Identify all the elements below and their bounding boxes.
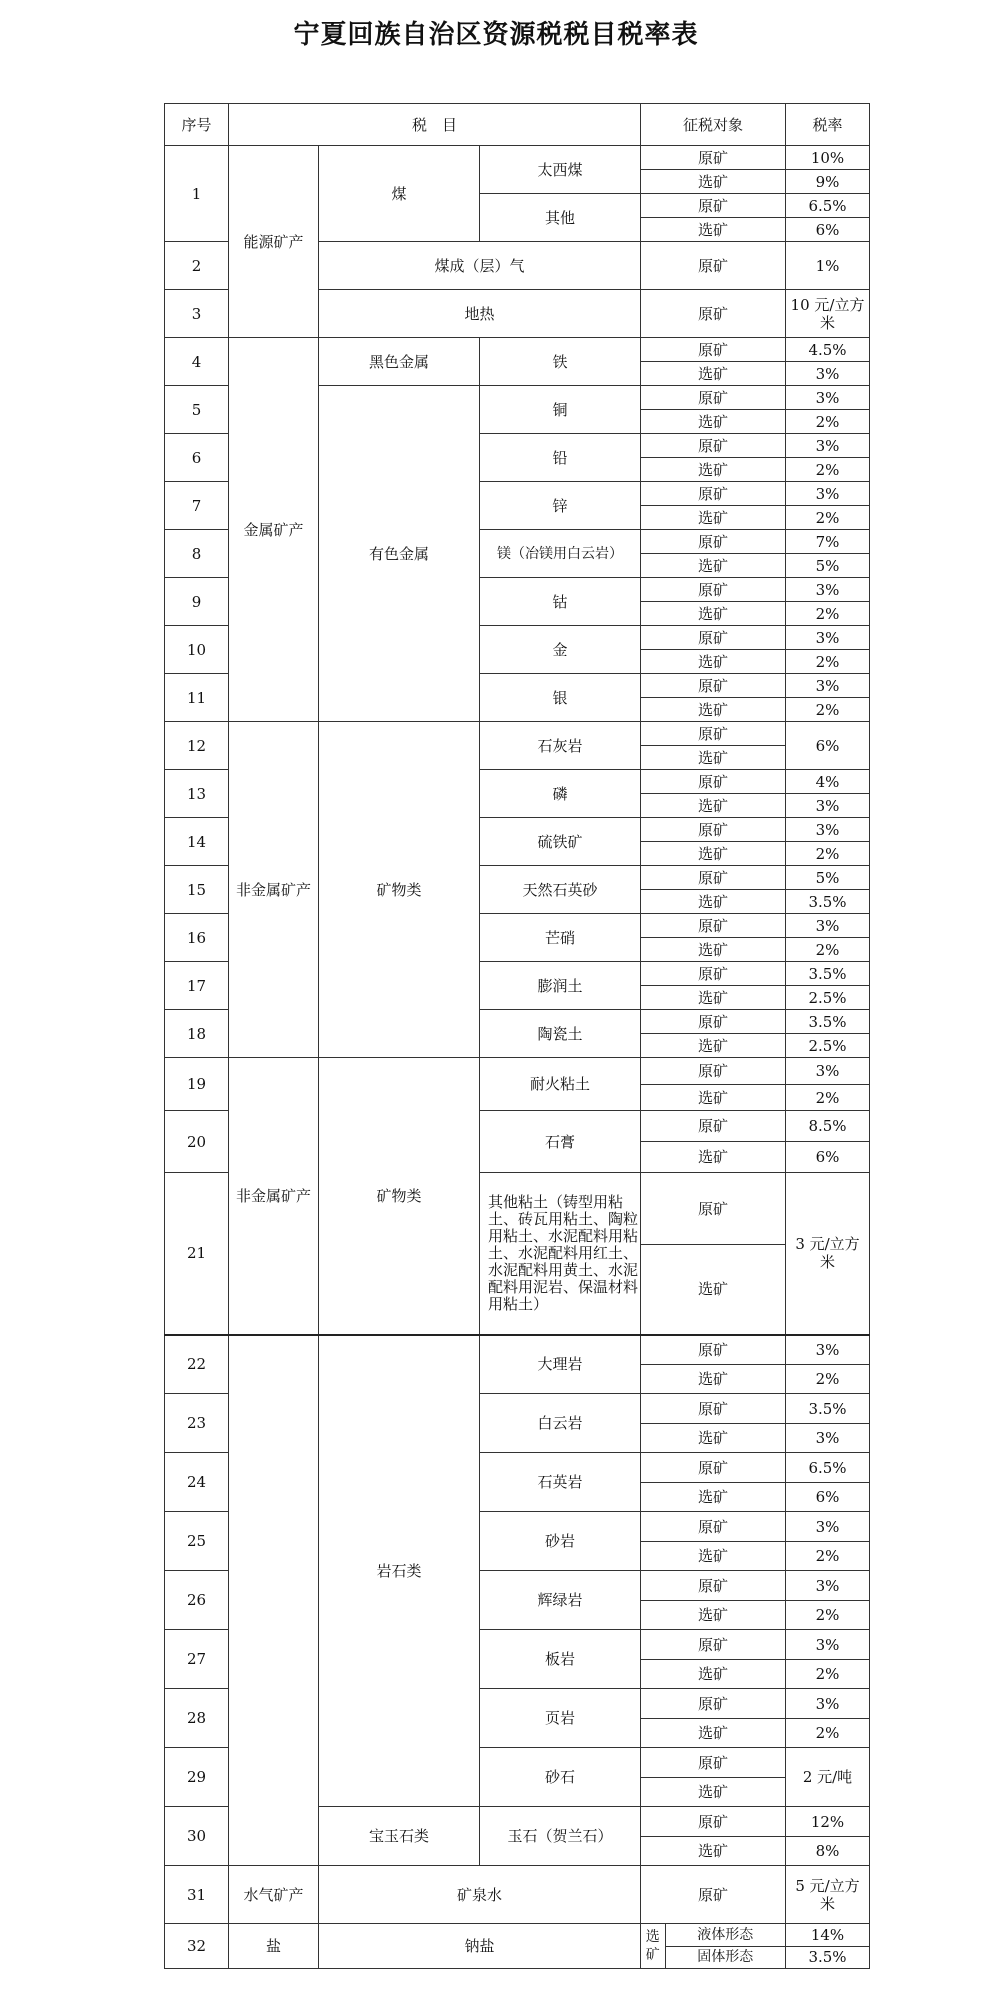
item-cell: 镁（冶镁用白云岩） <box>480 530 641 578</box>
object-cell: 原矿 <box>641 1512 786 1542</box>
object-cell: 选矿 <box>641 842 786 866</box>
rate-cell: 2% <box>786 650 870 674</box>
object-cell: 原矿 <box>641 578 786 602</box>
row-number: 6 <box>165 434 229 482</box>
rate-cell: 2% <box>786 506 870 530</box>
row-number: 18 <box>165 1010 229 1058</box>
object-cell: 原矿 <box>641 1807 786 1837</box>
header-object: 征税对象 <box>641 104 786 146</box>
row-number: 25 <box>165 1512 229 1571</box>
rate-cell: 3% <box>786 482 870 506</box>
object-cell: 选矿 <box>641 986 786 1010</box>
rate-cell: 3% <box>786 1512 870 1542</box>
item-cell: 其他粘土（铸型用粘土、砖瓦用粘土、陶粒用粘土、水泥配料用粘土、水泥配料用红土、水泥配料用黄土、水泥配料用泥岩、保温材料用粘土） <box>480 1173 641 1335</box>
item-cell: 钴 <box>480 578 641 626</box>
item-cell: 金 <box>480 626 641 674</box>
rate-cell: 3% <box>786 1058 870 1085</box>
row-number: 27 <box>165 1630 229 1689</box>
object-cell: 选矿 <box>641 1601 786 1630</box>
rate-cell: 6.5% <box>786 194 870 218</box>
object-cell: 原矿 <box>641 770 786 794</box>
rate-cell: 4% <box>786 770 870 794</box>
rate-cell: 3.5% <box>786 1010 870 1034</box>
object-cell: 原矿 <box>641 914 786 938</box>
rate-cell: 3% <box>786 674 870 698</box>
item-cell: 锌 <box>480 482 641 530</box>
category-cell: 非金属矿产 <box>229 1058 319 1335</box>
rate-cell: 6% <box>786 1142 870 1173</box>
rate-cell: 5% <box>786 554 870 578</box>
object-cell: 选矿 <box>641 362 786 386</box>
object-cell: 原矿 <box>641 818 786 842</box>
rate-cell: 2% <box>786 842 870 866</box>
object-cell: 选矿 <box>641 1483 786 1512</box>
object-cell: 选矿 <box>641 170 786 194</box>
item-cell: 煤成（层）气 <box>319 242 641 290</box>
row-number: 24 <box>165 1453 229 1512</box>
header-item: 税 目 <box>229 104 641 146</box>
row-number: 3 <box>165 290 229 338</box>
row-number: 26 <box>165 1571 229 1630</box>
solid-form-cell: 固体形态 <box>697 1949 754 1966</box>
rate-cell: 3% <box>786 794 870 818</box>
object-cell: 选矿 <box>641 1034 786 1058</box>
object-cell: 选矿 <box>641 1424 786 1453</box>
item-cell: 辉绿岩 <box>480 1571 641 1630</box>
rate-cell: 6% <box>786 722 870 770</box>
rate-cell: 6% <box>786 218 870 242</box>
object-cell: 选矿 <box>641 1142 786 1173</box>
row-number: 1 <box>165 146 229 242</box>
object-cell: 原矿 <box>641 1394 786 1424</box>
row-number: 11 <box>165 674 229 722</box>
rate-cell: 3% <box>786 1424 870 1453</box>
object-cell: 选矿 <box>641 1719 786 1748</box>
item-cell: 太西煤 <box>480 146 641 194</box>
item-cell: 磷 <box>480 770 641 818</box>
table-row <box>165 1335 870 1365</box>
subcategory-cell: 有色金属 <box>319 386 480 722</box>
object-cell: 原矿 <box>641 530 786 554</box>
object-cell: 原矿 <box>641 1453 786 1483</box>
rate-cell: 2% <box>786 1601 870 1630</box>
object-cell: 原矿 <box>641 674 786 698</box>
item-cell: 其他 <box>480 194 641 242</box>
rate-cell: 5 元/立方米 <box>786 1866 870 1924</box>
object-cell: 原矿 <box>641 1058 786 1085</box>
rate-cell: 3% <box>786 386 870 410</box>
rate-cell: 14% <box>786 1924 870 1947</box>
item-cell: 矿泉水 <box>319 1866 641 1924</box>
item-cell: 板岩 <box>480 1630 641 1689</box>
rate-cell: 3% <box>786 578 870 602</box>
object-cell: 原矿 <box>641 722 786 746</box>
object-cell: 选矿 <box>641 458 786 482</box>
subcategory-cell: 黑色金属 <box>319 338 480 386</box>
item-cell: 铅 <box>480 434 641 482</box>
rate-cell: 3.5% <box>786 1946 870 1969</box>
rate-cell: 2.5% <box>786 1034 870 1058</box>
item-cell: 铁 <box>480 338 641 386</box>
category-cell-empty <box>229 1335 319 1866</box>
object-cell: 选矿 <box>641 410 786 434</box>
object-cell: 原矿 <box>641 1010 786 1034</box>
row-number: 13 <box>165 770 229 818</box>
item-cell: 天然石英砂 <box>480 866 641 914</box>
item-cell: 铜 <box>480 386 641 434</box>
row-number: 5 <box>165 386 229 434</box>
object-cell: 选矿 <box>641 1837 786 1866</box>
rate-cell: 2% <box>786 1660 870 1689</box>
rate-cell: 9% <box>786 170 870 194</box>
row-number: 16 <box>165 914 229 962</box>
object-cell: 选矿 <box>641 746 786 770</box>
rate-cell: 1% <box>786 242 870 290</box>
tax-rate-table <box>164 103 870 1969</box>
object-cell: 原矿 <box>641 1335 786 1365</box>
object-cell: 选矿 <box>641 794 786 818</box>
rate-cell: 2% <box>786 410 870 434</box>
rate-cell: 8.5% <box>786 1111 870 1142</box>
category-cell: 金属矿产 <box>229 338 319 722</box>
row-number: 19 <box>165 1058 229 1111</box>
rate-cell: 4.5% <box>786 338 870 362</box>
rate-cell: 2% <box>786 1542 870 1571</box>
item-cell: 大理岩 <box>480 1335 641 1394</box>
object-cell: 原矿 <box>641 1630 786 1660</box>
page-title: 宁夏回族自治区资源税税目税率表 <box>293 20 699 50</box>
row-number: 28 <box>165 1689 229 1748</box>
category-cell: 非金属矿产 <box>229 722 319 1058</box>
rate-cell: 2.5% <box>786 986 870 1010</box>
processed-char-1: 选 <box>645 1929 660 1945</box>
object-split-table <box>641 1924 785 1968</box>
rate-cell: 10 元/立方米 <box>786 290 870 338</box>
rate-cell: 2% <box>786 1719 870 1748</box>
rate-cell: 3% <box>786 1571 870 1601</box>
rate-cell: 6% <box>786 1483 870 1512</box>
liquid-form-cell: 液体形态 <box>665 1924 785 1946</box>
object-cell: 选矿 <box>641 650 786 674</box>
row-number: 8 <box>165 530 229 578</box>
subcategory-cell: 煤 <box>319 146 480 242</box>
object-cell: 原矿 <box>641 1689 786 1719</box>
row-number: 2 <box>165 242 229 290</box>
rate-cell: 2% <box>786 1085 870 1111</box>
subcategory-cell: 岩石类 <box>319 1335 480 1807</box>
table-row <box>165 722 870 746</box>
category-cell: 盐 <box>229 1924 319 1969</box>
rate-cell: 2% <box>786 602 870 626</box>
rate-cell: 3 元/立方米 <box>786 1173 870 1335</box>
rate-cell: 8% <box>786 1837 870 1866</box>
item-cell: 砂岩 <box>480 1512 641 1571</box>
rate-cell: 2 元/吨 <box>786 1748 870 1807</box>
item-cell: 耐火粘土 <box>480 1058 641 1111</box>
rate-cell: 3% <box>786 818 870 842</box>
row-number: 7 <box>165 482 229 530</box>
item-cell: 芒硝 <box>480 914 641 962</box>
table-row <box>165 146 870 170</box>
object-cell: 原矿 <box>641 1866 786 1924</box>
object-cell: 选矿 <box>641 890 786 914</box>
rate-cell: 3% <box>786 1335 870 1365</box>
rate-cell: 3.5% <box>786 962 870 986</box>
row-number: 30 <box>165 1807 229 1866</box>
table-row <box>165 1924 870 1947</box>
object-cell: 原矿 <box>641 626 786 650</box>
rate-cell: 3% <box>786 1630 870 1660</box>
object-cell: 原矿 <box>641 1748 786 1778</box>
table-header-row <box>165 104 870 146</box>
item-cell: 砂石 <box>480 1748 641 1807</box>
object-cell: 选矿 <box>641 218 786 242</box>
row-number: 31 <box>165 1866 229 1924</box>
processed-vertical-label <box>641 1924 665 1968</box>
object-cell: 原矿 <box>641 338 786 362</box>
rate-cell: 2% <box>786 1365 870 1394</box>
rate-cell: 12% <box>786 1807 870 1837</box>
subcategory-cell: 矿物类 <box>319 722 480 1058</box>
object-cell: 选矿 <box>641 1778 786 1807</box>
table-row <box>165 1058 870 1085</box>
object-cell: 选矿 <box>641 1085 786 1111</box>
object-cell: 原矿 <box>641 1571 786 1601</box>
object-cell: 原矿 <box>641 194 786 218</box>
object-cell: 选矿 <box>641 698 786 722</box>
object-cell: 选矿 <box>641 602 786 626</box>
item-cell: 白云岩 <box>480 1394 641 1453</box>
object-cell: 选矿 <box>641 506 786 530</box>
table-row <box>165 1866 870 1924</box>
item-cell: 石灰岩 <box>480 722 641 770</box>
row-number: 29 <box>165 1748 229 1807</box>
rate-cell: 3.5% <box>786 890 870 914</box>
object-cell: 选矿 <box>641 1245 786 1335</box>
row-number: 14 <box>165 818 229 866</box>
category-cell: 水气矿产 <box>229 1866 319 1924</box>
rate-cell: 3% <box>786 626 870 650</box>
object-cell: 选矿 <box>641 554 786 578</box>
table-row <box>165 338 870 362</box>
subcategory-cell: 矿物类 <box>319 1058 480 1335</box>
row-number: 12 <box>165 722 229 770</box>
item-cell: 膨润土 <box>480 962 641 1010</box>
item-cell: 钠盐 <box>319 1924 641 1969</box>
object-cell: 原矿 <box>641 242 786 290</box>
object-cell: 选矿 <box>641 1542 786 1571</box>
item-cell: 石英岩 <box>480 1453 641 1512</box>
object-cell: 原矿 <box>641 866 786 890</box>
object-cell-split <box>641 1924 786 1969</box>
rate-cell: 2% <box>786 698 870 722</box>
rate-cell: 5% <box>786 866 870 890</box>
row-number: 4 <box>165 338 229 386</box>
object-cell: 原矿 <box>641 1111 786 1142</box>
category-cell: 能源矿产 <box>229 146 319 338</box>
item-cell: 页岩 <box>480 1689 641 1748</box>
item-cell: 石膏 <box>480 1111 641 1173</box>
rate-cell: 2% <box>786 938 870 962</box>
object-cell: 原矿 <box>641 962 786 986</box>
object-cell: 原矿 <box>641 386 786 410</box>
item-cell: 地热 <box>319 290 641 338</box>
row-number: 15 <box>165 866 229 914</box>
rate-cell: 3% <box>786 434 870 458</box>
row-number: 22 <box>165 1335 229 1394</box>
subcategory-cell: 宝玉石类 <box>319 1807 480 1866</box>
object-cell: 原矿 <box>641 290 786 338</box>
row-number: 21 <box>165 1173 229 1335</box>
row-number: 20 <box>165 1111 229 1173</box>
object-cell: 原矿 <box>641 434 786 458</box>
rate-cell: 3.5% <box>786 1394 870 1424</box>
object-cell: 原矿 <box>641 146 786 170</box>
object-cell: 选矿 <box>641 1660 786 1689</box>
item-cell: 银 <box>480 674 641 722</box>
row-number: 17 <box>165 962 229 1010</box>
rate-cell: 3% <box>786 1689 870 1719</box>
object-cell: 原矿 <box>641 1173 786 1245</box>
item-cell: 陶瓷土 <box>480 1010 641 1058</box>
processed-char-2: 矿 <box>645 1947 660 1963</box>
object-cell: 选矿 <box>641 938 786 962</box>
rate-cell: 3% <box>786 914 870 938</box>
rate-cell: 2% <box>786 458 870 482</box>
header-rate: 税率 <box>786 104 870 146</box>
rate-cell: 10% <box>786 146 870 170</box>
row-number: 9 <box>165 578 229 626</box>
object-cell: 选矿 <box>641 1365 786 1394</box>
rate-cell: 3% <box>786 362 870 386</box>
header-no: 序号 <box>165 104 229 146</box>
object-cell: 原矿 <box>641 482 786 506</box>
rate-cell: 6.5% <box>786 1453 870 1483</box>
row-number: 10 <box>165 626 229 674</box>
item-cell: 玉石（贺兰石） <box>480 1807 641 1866</box>
row-number: 32 <box>165 1924 229 1969</box>
row-number: 23 <box>165 1394 229 1453</box>
item-cell: 硫铁矿 <box>480 818 641 866</box>
rate-cell: 7% <box>786 530 870 554</box>
